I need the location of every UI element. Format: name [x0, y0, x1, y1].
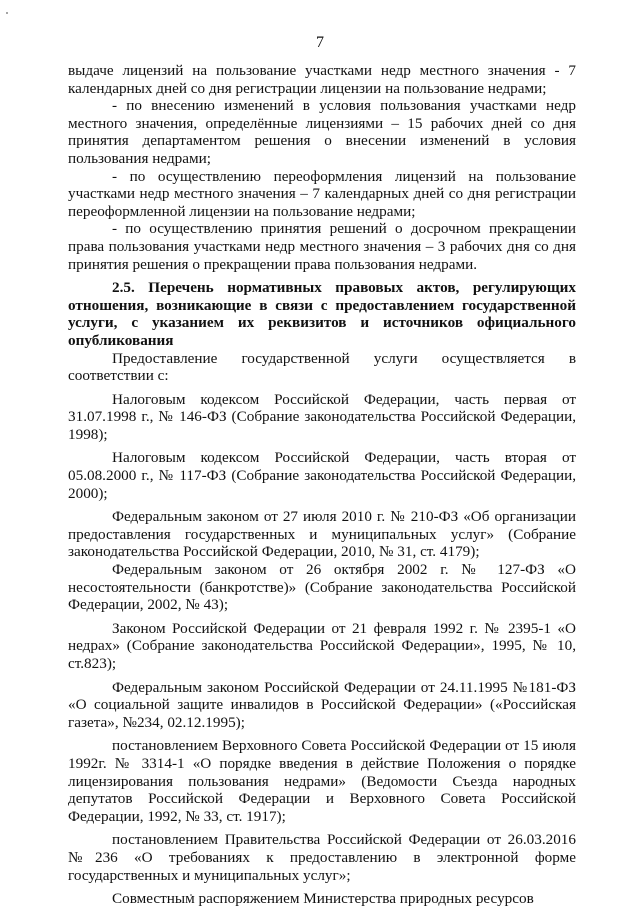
- paragraph: Налоговым кодексом Российской Федерации, часть первая от 31.07.1998 г., № 146-ФЗ (Собрание законодательства Российской Федерации, 1998);: [68, 390, 576, 443]
- paragraph: - по внесению изменений в условия пользования участками недр местного значения, определённые лицензиями – 15 рабочих дней со дня принятия департаментом решения о внесении изменений в условия пользования недрами;: [68, 97, 576, 167]
- paragraph: Законом Российской Федерации от 21 февраля 1992 г. № 2395-1 «О недрах» (Собрание законодательства Российской Федерации», 1995, № 10, ст.823);: [68, 619, 576, 672]
- document-body: [68, 62, 576, 908]
- paragraph: Федеральным законом от 26 октября 2002 г. № 127-ФЗ «О несостоятельности (банкротстве)» (Собрание законодательства Российской Федерации, 2002, № 43);: [68, 561, 576, 614]
- scan-speck: [6, 12, 8, 14]
- paragraph: постановлением Верховного Совета Российской Федерации от 15 июля 1992г. № 3314-1 «О порядке введения в действие Положения о порядке лицензирования пользования недрами» (Ведомости Съезда народных депутатов Российской Федерации и Верховного Совета Российской Федерации, 1992, № 33, ст. 1917);: [68, 737, 576, 825]
- paragraph: Предоставление государственной услуги осуществляется в соответствии с:: [68, 349, 576, 385]
- page-number: 7: [316, 34, 324, 51]
- paragraph: Федеральным законом от 27 июля 2010 г. № 210-ФЗ «Об организации предоставления государственных и муниципальных услуг» (Собрание законодательства Российской Федерации, 2010, № 31, ст. 4179);: [68, 508, 576, 561]
- paragraph: выдаче лицензий на пользование участками недр местного значения - 7 календарных дней со дня регистрации лицензии на пользование недрами;: [68, 62, 576, 97]
- section-heading: 2.5. Перечень нормативных правовых актов, регулирующих отношения, возникающие в связи с предоставлением государственной услуги, с указанием их реквизитов и источников официального опубликования: [68, 279, 576, 349]
- paragraph: - по осуществлению переоформления лицензий на пользование участками недр местного значения – 7 календарных дней со дня регистрации переоформленной лицензии на пользование недрами;: [68, 167, 576, 220]
- paragraph: Налоговым кодексом Российской Федерации, часть вторая от 05.08.2000 г., № 117-ФЗ (Собрание законодательства Российской Федерации, 2000);: [68, 449, 576, 502]
- paragraph: - по осуществлению принятия решений о досрочном прекращении права пользования участками недр местного значения – 3 рабочих дня со дня принятия решения о прекращении права пользования недрами.: [68, 220, 576, 273]
- paragraph: Совместным распоряжением Министерства природных ресурсов: [112, 890, 534, 908]
- paragraph: Федеральным законом Российской Федерации от 24.11.1995 №181-ФЗ «О социальной защите инвалидов в Российской Федерации» («Российская газета», №234, 02.12.1995);: [68, 678, 576, 731]
- paragraph: постановлением Правительства Российской Федерации от 26.03.2016 №236 «О требованиях к предоставлению в электронной форме государственных и муниципальных услуг»;: [68, 831, 576, 884]
